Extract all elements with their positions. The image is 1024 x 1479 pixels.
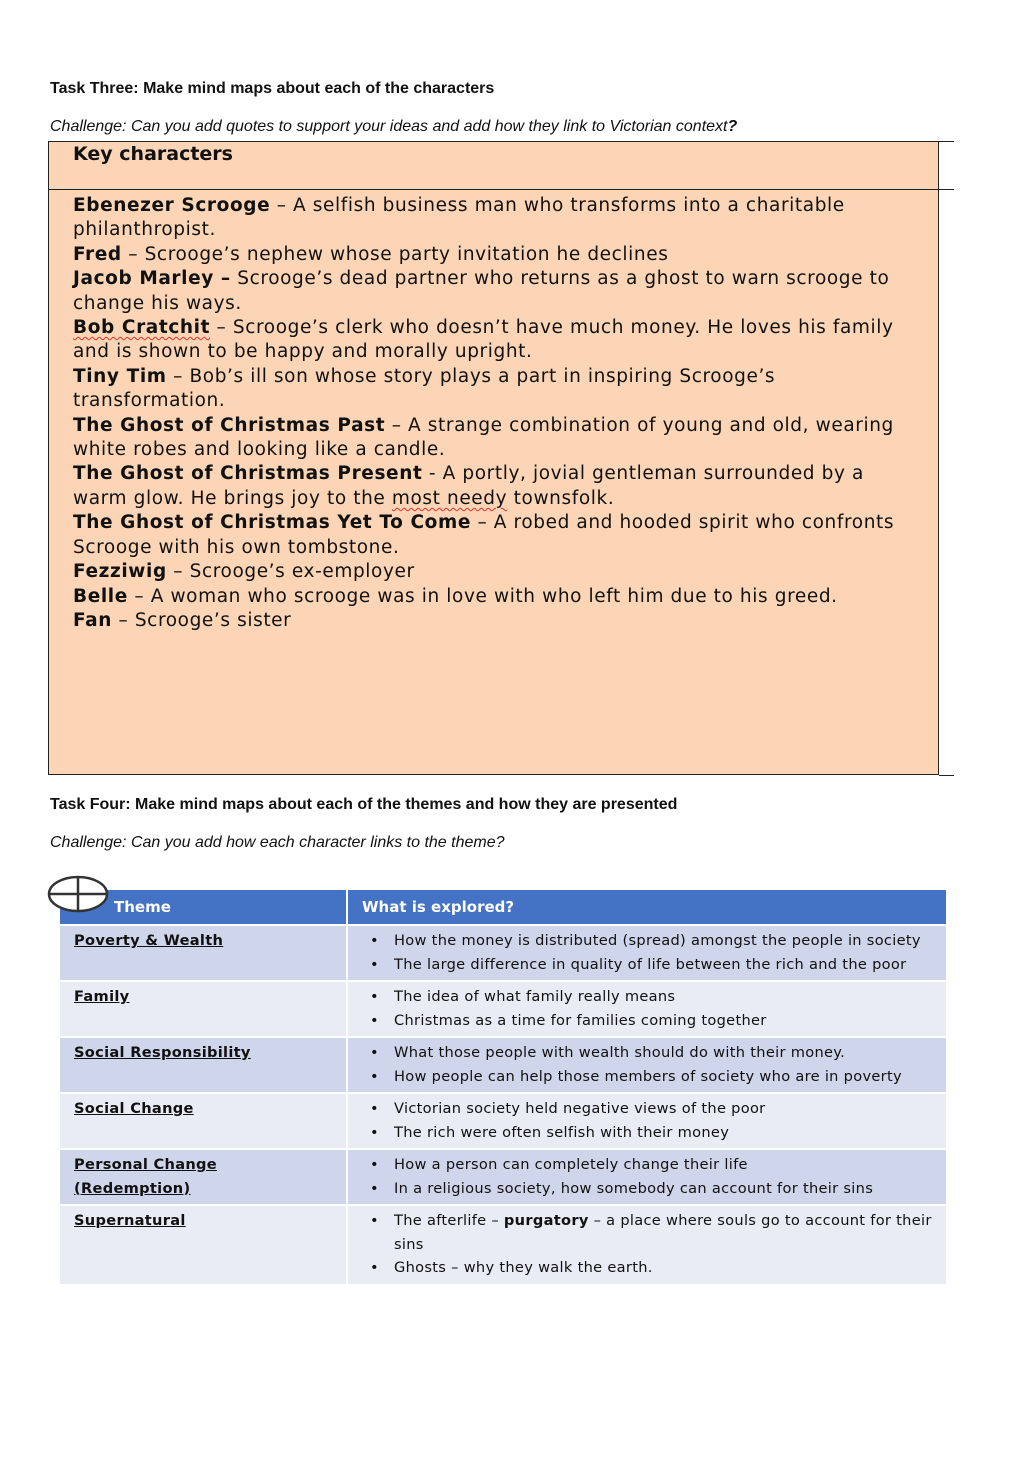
character-desc: Scrooge’s dead partner who returns as a ghost to warn scrooge to change his ways. bbox=[73, 268, 890, 314]
theme-name: Social Change bbox=[60, 1094, 346, 1148]
table-row bbox=[60, 982, 946, 1036]
character-name: Tiny Tim bbox=[73, 365, 167, 387]
character-name: The Ghost of Christmas Past bbox=[73, 414, 386, 436]
character-entry-ghost-past bbox=[73, 414, 914, 463]
theme-points bbox=[348, 1094, 946, 1148]
task-three-challenge bbox=[50, 118, 737, 136]
character-entry-fezziwig bbox=[73, 560, 914, 584]
character-desc: – A selfish business man who transforms into a charitable philanthropist. bbox=[73, 195, 845, 241]
character-desc: – Scrooge’s sister bbox=[112, 609, 292, 631]
character-entry-ghost-future bbox=[73, 511, 914, 560]
theme-name: Personal Change (Redemption) bbox=[60, 1150, 346, 1204]
key-characters-list bbox=[49, 190, 938, 633]
table-edge-line bbox=[939, 141, 954, 142]
theme-point-text-end: – a place where souls go to account for their sins bbox=[394, 1212, 932, 1253]
theme-point: • Victorian society held negative views of the poor bbox=[394, 1097, 936, 1121]
crosshair-icon bbox=[46, 874, 110, 914]
theme-name: Supernatural bbox=[60, 1206, 346, 1284]
character-desc-end: townsfolk. bbox=[507, 487, 615, 509]
theme-point bbox=[394, 1209, 936, 1256]
character-desc: – Bob’s ill son whose story plays a part in inspiring Scrooge’s transformation. bbox=[73, 365, 776, 412]
theme-points bbox=[348, 982, 946, 1036]
theme-point: • The large difference in quality of life between the rich and the poor bbox=[394, 953, 936, 977]
character-name: Fezziwig bbox=[73, 561, 167, 583]
character-entry-belle bbox=[73, 585, 914, 609]
table-row bbox=[60, 926, 946, 980]
task-three-challenge-text: Challenge: Can you add quotes to support your ideas and add how they link to Victorian context bbox=[50, 118, 728, 135]
theme-point: • How a person can completely change their life bbox=[394, 1153, 936, 1177]
theme-name: Poverty & Wealth bbox=[60, 926, 346, 980]
theme-name: Social Responsibility bbox=[60, 1038, 346, 1092]
table-row bbox=[60, 1150, 946, 1204]
character-entry-ghost-present bbox=[73, 462, 914, 511]
theme-point: • How people can help those members of society who are in poverty bbox=[394, 1065, 936, 1089]
character-name: Belle bbox=[73, 585, 128, 607]
theme-point: • In a religious society, how somebody can account for their sins bbox=[394, 1177, 936, 1201]
explored-column-header: What is explored? bbox=[348, 890, 946, 924]
table-row bbox=[60, 1206, 946, 1284]
task-three-challenge-mark: ? bbox=[727, 118, 738, 135]
character-entry-tiny-tim bbox=[73, 365, 914, 414]
character-entry-fan bbox=[73, 609, 914, 633]
themes-header-row bbox=[60, 890, 946, 924]
theme-point: • How the money is distributed (spread) amongst the people in society bbox=[394, 929, 936, 953]
theme-point-text: The afterlife – bbox=[394, 1212, 504, 1229]
themes-section bbox=[44, 872, 948, 1422]
table-row bbox=[60, 1038, 946, 1092]
character-name: Bob Cratchit bbox=[73, 317, 211, 339]
theme-points bbox=[348, 1150, 946, 1204]
key-characters-header: Key characters bbox=[49, 142, 938, 190]
character-entry-scrooge bbox=[73, 194, 914, 243]
character-name: The Ghost of Christmas Present bbox=[73, 463, 423, 485]
theme-point: • The idea of what family really means bbox=[394, 985, 936, 1009]
key-characters-box bbox=[48, 141, 939, 775]
table-row bbox=[60, 1094, 946, 1148]
character-entry-cratchit bbox=[73, 316, 914, 365]
character-name: Ebenezer Scrooge bbox=[73, 195, 271, 216]
character-desc: – Scrooge’s ex-employer bbox=[166, 561, 415, 583]
theme-points bbox=[348, 1206, 946, 1284]
task-four-challenge: Challenge: Can you add how each character links to the theme? bbox=[50, 834, 505, 851]
character-entry-fred bbox=[73, 243, 914, 267]
character-name: The Ghost of Christmas Yet To Come bbox=[73, 512, 471, 534]
character-desc: – Scrooge’s nephew whose party invitation he declines bbox=[121, 243, 669, 265]
themes-table bbox=[58, 888, 948, 1286]
theme-column-header: Theme bbox=[60, 890, 346, 924]
theme-points bbox=[348, 1038, 946, 1092]
character-desc: – A strange combination of young and old, wearing white robes and looking like a candle. bbox=[73, 414, 894, 461]
character-desc: – A robed and hooded spirit who confronts Scrooge with his own tombstone. bbox=[73, 512, 895, 558]
theme-point: • What those people with wealth should do with their money. bbox=[394, 1041, 936, 1065]
theme-point: • The rich were often selfish with their money bbox=[394, 1121, 936, 1145]
table-edge-line bbox=[939, 775, 954, 776]
character-name: Jacob Marley – bbox=[73, 268, 231, 290]
theme-name: Family bbox=[60, 982, 346, 1036]
theme-point-bold: purgatory bbox=[503, 1212, 589, 1229]
theme-point: • Christmas as a time for families coming together bbox=[394, 1009, 936, 1033]
character-desc: – A woman who scrooge was in love with who left him due to his greed. bbox=[127, 585, 838, 607]
character-desc: - A portly, jovial gentleman surrounded by a warm glow. He brings joy to the bbox=[73, 463, 864, 509]
character-desc-marked: most needy bbox=[391, 487, 508, 509]
character-name: Fred bbox=[73, 243, 122, 265]
task-four-heading: Task Four: Make mind maps about each of the themes and how they are presented bbox=[50, 796, 678, 813]
table-edge-line bbox=[939, 189, 954, 190]
character-entry-marley bbox=[73, 267, 914, 316]
theme-point: • Ghosts – why they walk the earth. bbox=[394, 1256, 936, 1280]
character-desc: – Scrooge’s clerk who doesn’t have much money. He loves his family and is shown to be happy and morally upright. bbox=[73, 317, 894, 363]
character-name: Fan bbox=[73, 609, 113, 631]
theme-points bbox=[348, 926, 946, 980]
task-three-heading: Task Three: Make mind maps about each of the characters bbox=[50, 80, 495, 97]
